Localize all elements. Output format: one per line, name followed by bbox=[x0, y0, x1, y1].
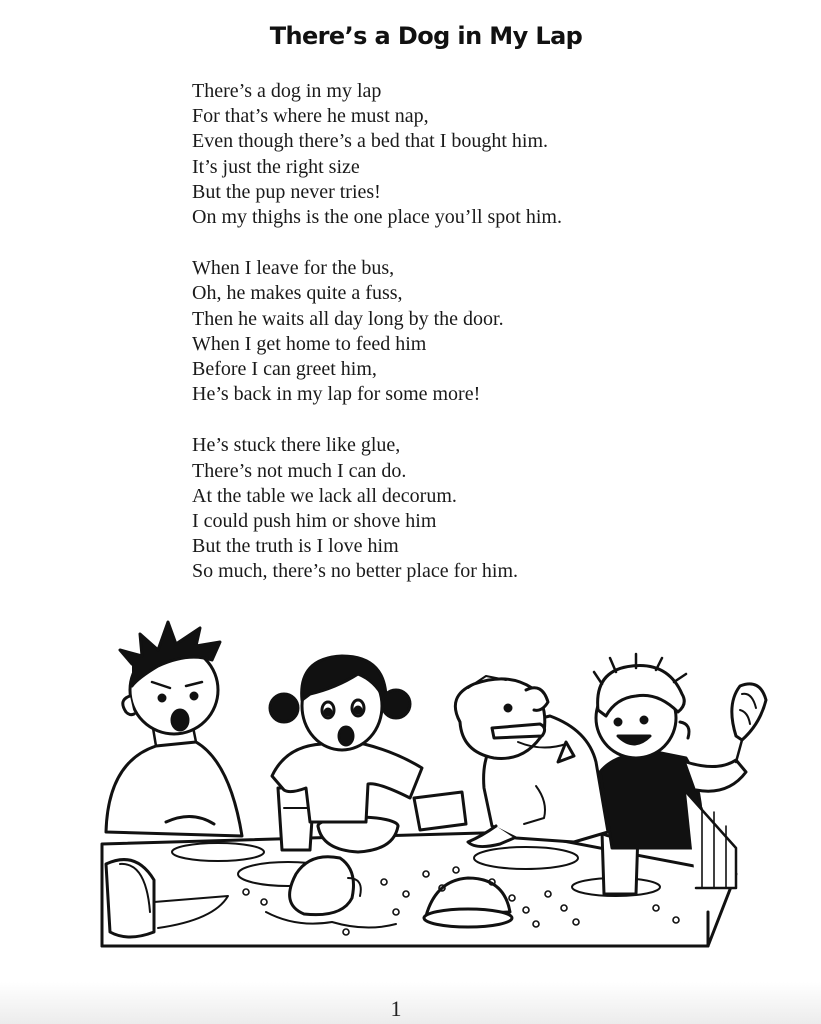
poem-line: But the pup never tries! bbox=[192, 180, 381, 203]
poem-line: At the table we lack all decorum. bbox=[192, 484, 457, 507]
stanza-3 bbox=[192, 433, 752, 584]
poem-line: When I leave for the bus, bbox=[192, 257, 395, 280]
page-number: 1 bbox=[390, 996, 402, 1021]
poem-line: On my thighs is the one place you’ll spot him. bbox=[192, 206, 562, 229]
poem-line: For that’s where he must nap, bbox=[192, 105, 429, 128]
poem-line: But the truth is I love him bbox=[192, 535, 399, 558]
poem-line: Then he waits all day long by the door. bbox=[192, 307, 504, 330]
poem-line: So much, there’s no better place for him. bbox=[192, 560, 519, 583]
poem-line: He’s back in my lap for some more! bbox=[192, 383, 481, 406]
dog-drawing bbox=[455, 676, 608, 847]
poem-line: Oh, he makes quite a fuss, bbox=[192, 282, 403, 305]
poem-line: There’s a dog in my lap bbox=[192, 80, 382, 102]
poem-line: It’s just the right size bbox=[192, 155, 360, 178]
poem-line: I could push him or shove him bbox=[192, 510, 437, 533]
boy-left-drawing bbox=[106, 622, 242, 836]
stanza-1 bbox=[192, 79, 752, 230]
stanza-2 bbox=[192, 256, 752, 407]
poem-body bbox=[192, 79, 752, 611]
poem-line: Before I can greet him, bbox=[192, 358, 377, 381]
poem-line: There’s not much I can do. bbox=[192, 459, 407, 482]
poem-title: There’s a Dog in My Lap bbox=[269, 22, 583, 50]
poem-line: He’s stuck there like glue, bbox=[192, 434, 401, 457]
poem-line: Even though there’s a bed that I bought him. bbox=[192, 130, 549, 153]
dinner-table-illustration bbox=[96, 612, 776, 957]
poem-line: When I get home to feed him bbox=[192, 332, 427, 355]
